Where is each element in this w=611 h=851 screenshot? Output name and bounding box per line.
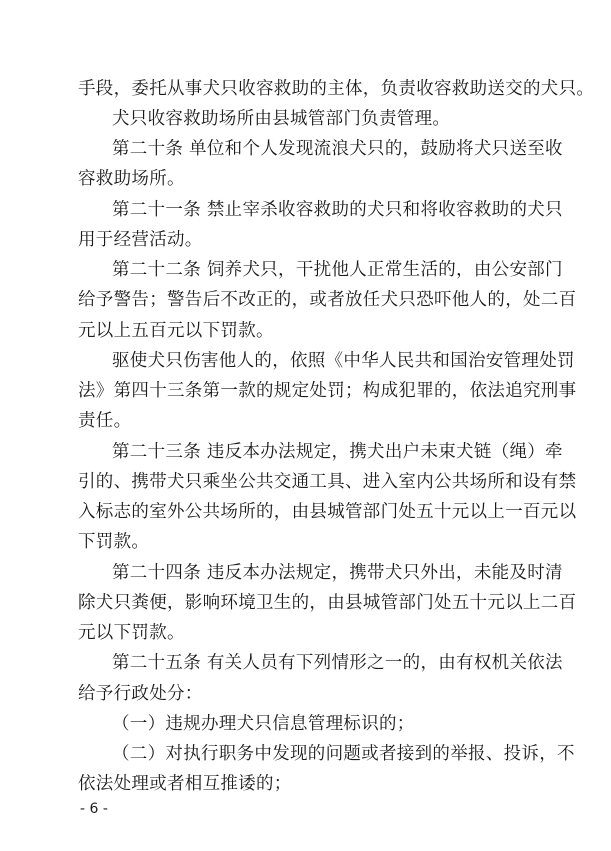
text-line-20: 第二十五条 有关人员有下列情形之一的，由有权机关依法 — [112, 653, 563, 673]
text-line-8: 给予警告；警告后不改正的，或者放任犬只恐吓他人的，处二百 — [78, 290, 577, 310]
text-line-9: 元以上五百元以下罚款。 — [78, 321, 274, 341]
text-line-21: 给予行政处分： — [78, 684, 203, 704]
page-number: - 6 - — [80, 801, 108, 817]
text-line-3: 第二十条 单位和个人发现流浪犬只的，鼓励将犬只送至收 — [112, 139, 563, 159]
text-line-14: 引的、携带犬只乘坐公共交通工具、进入室内公共场所和设有禁 — [78, 472, 577, 492]
text-line-13: 第二十三条 违反本办法规定，携犬出户未束犬链（绳）牵 — [112, 442, 563, 462]
text-line-4: 容救助场所。 — [78, 169, 185, 189]
text-line-22: （一）违规办理犬只信息管理标识的； — [112, 714, 415, 734]
text-line-18: 除犬只粪便，影响环境卫生的，由县城管部门处五十元以上二百 — [78, 593, 577, 613]
text-line-2: 犬只收容救助场所由县城管部门负责管理。 — [112, 109, 451, 129]
text-line-5: 第二十一条 禁止宰杀收容救助的犬只和将收容救助的犬只 — [112, 200, 563, 220]
text-line-16: 下罚款。 — [78, 532, 150, 552]
text-line-10: 驱使犬只伤害他人的，依照《中华人民共和国治安管理处罚 — [112, 351, 575, 371]
text-line-7: 第二十二条 饲养犬只，干扰他人正常生活的，由公安部门 — [112, 260, 563, 280]
text-line-1: 手段，委托从事犬只收容救助的主体，负责收容救助送交的犬只。 — [78, 79, 595, 99]
text-line-12: 责任。 — [78, 411, 132, 431]
text-line-19: 元以下罚款。 — [78, 623, 185, 643]
text-line-11: 法》第四十三条第一款的规定处罚；构成犯罪的，依法追究刑事 — [78, 381, 577, 401]
text-line-6: 用于经营活动。 — [78, 230, 203, 250]
text-line-17: 第二十四条 违反本办法规定，携带犬只外出，未能及时清 — [112, 563, 563, 583]
text-line-24: 依法处理或者相互推诿的； — [78, 774, 292, 794]
text-line-15: 入标志的室外公共场所的，由县城管部门处五十元以上一百元以 — [78, 502, 577, 522]
text-line-23: （二）对执行职务中发现的问题或者接到的举报、投诉，不 — [112, 744, 575, 764]
